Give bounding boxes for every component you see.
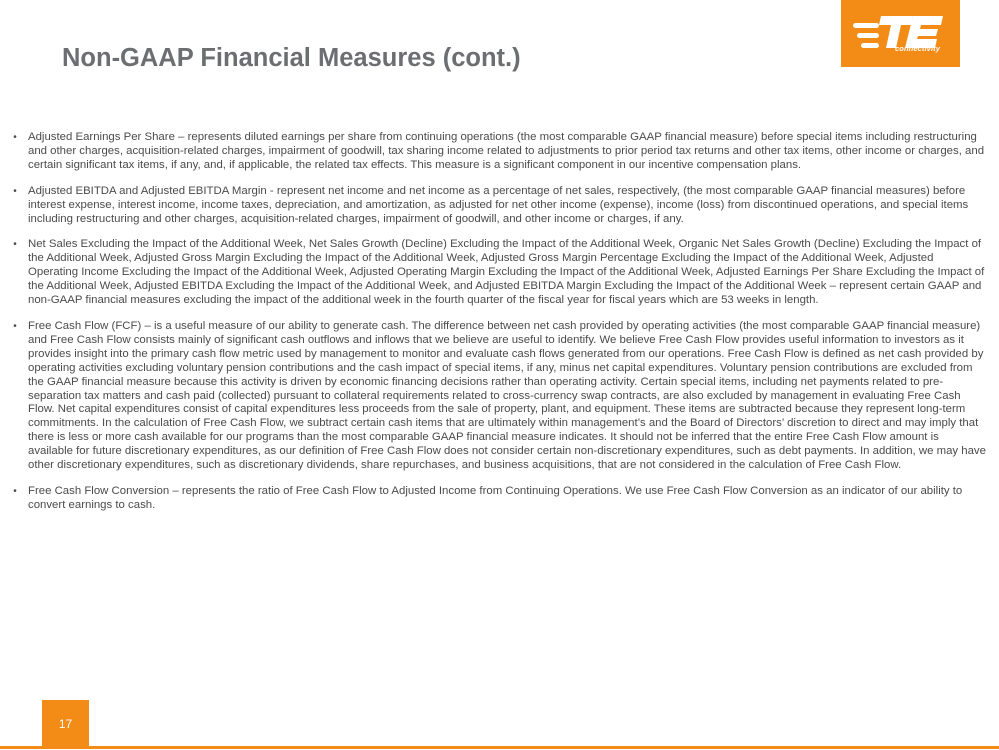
page-title: Non-GAAP Financial Measures (cont.) (62, 44, 521, 72)
bullet-text: Adjusted Earnings Per Share – represents diluted earnings per share from continuing operations (the most comparable GAAP financial measure) before special items including restructuring and other charges, acquisition-related charges, impairment of goodwill, tax sharing income related to adjustments to prior period tax returns and other tax items, other income or charges, and certain significant tax items, if any, and, if applicable, the related tax effects. This measure is a significant component in our incentive compensation plans. (28, 131, 985, 171)
list-item (10, 320, 986, 473)
definitions-list (10, 131, 986, 525)
bullet-text: Free Cash Flow Conversion – represents the ratio of Free Cash Flow to Adjusted Income from Continuing Operations. We use Free Cash Flow Conversion as an indicator of our ability to convert earnings to cash. (28, 484, 963, 511)
bottom-divider (0, 746, 999, 749)
te-connectivity-logo (841, 0, 960, 67)
bullet-icon: • (13, 132, 17, 143)
bullet-text: Free Cash Flow (FCF) – is a useful measure of our ability to generate cash. The difference between net cash provided by operating activities (the most comparable GAAP financial measure) and Free Cash Flow consists mainly of significant cash outflows and inflows that we believe are useful to identify. We believe Free Cash Flow provides useful information to investors as it provides insight into the primary cash flow metric used by management to monitor and evaluate cash flows generated from our operations. Free Cash Flow is defined as net cash provided by operating activities excluding voluntary pension contributions and the cash impact of special items, if any, minus net capital expenditures. Voluntary pension contributions are excluded from the GAAP financial measure because this activity is driven by economic financing decisions rather than operating activity. Certain special items, including net payments related to pre-separation tax matters and cash paid (collected) pursuant to collateral requirements related to cross-currency swap contracts, are also excluded by management in evaluating Free Cash Flow. Net capital expenditures consist of capital expenditures less proceeds from the sale of property, plant, and equipment. These items are subtracted because they represent long-term commitments. In the calculation of Free Cash Flow, we subtract certain cash items that are ultimately within management’s and the Board of Directors’ discretion to direct and may imply that there is less or more cash available for our programs than the most comparable GAAP financial measure indicates. It should not be inferred that the entire Free Cash Flow amount is available for future discretionary expenditures, as our definition of Free Cash Flow does not consider certain non-discretionary expenditures, such as debt payments. In addition, we may have other discretionary expenditures, such as discretionary dividends, share repurchases, and business acquisitions, that are not considered in the calculation of Free Cash Flow. (28, 319, 986, 472)
bullet-icon: • (13, 320, 17, 332)
list-item (10, 131, 986, 173)
list-item (10, 485, 986, 513)
bullet-icon: • (13, 239, 17, 251)
page-number: 17 (42, 700, 89, 748)
bullet-icon: • (13, 185, 17, 197)
bullet-text: Net Sales Excluding the Impact of the Additional Week, Net Sales Growth (Decline) Excluding the Impact of the Additional Week, Organic Net Sales Growth (Decline) Excluding the Impact of the Additional Week, Adjusted Gross Margin Excluding the Impact of the Additional Week, Adjusted Gross Margin Percentage Excluding the Impact of the Additional Week, Adjusted Operating Income Excluding the Impact of the Additional Week, Adjusted Operating Margin Excluding the Impact of the Additional Week, Adjusted Earnings Per Share Excluding the Impact of the Additional Week, Adjusted EBITDA Excluding the Impact of the Additional Week, and Adjusted EBITDA Margin Excluding the Impact of the Additional Week – represent certain GAAP and non-GAAP financial measures excluding the impact of the additional week in the fourth quarter of the fiscal year for fiscal years which are 53 weeks in length. (28, 238, 985, 307)
list-item (10, 238, 986, 308)
list-item (10, 185, 986, 227)
te-logo-mark-icon (841, 0, 960, 67)
bullet-text: Adjusted EBITDA and Adjusted EBITDA Margin - represent net income and net income as a percentage of net sales, respectively, (the most comparable GAAP financial measures) before interest expense, interest income, income taxes, depreciation, and amortization, as adjusted for net other income (expense), income (loss) from discontinued operations, and special items including restructuring and other charges, acquisition-related charges, impairment of goodwill, and other income or charges, if any. (28, 184, 969, 225)
logo-tagline: connectivity (895, 44, 940, 53)
bullet-icon: • (13, 485, 17, 497)
